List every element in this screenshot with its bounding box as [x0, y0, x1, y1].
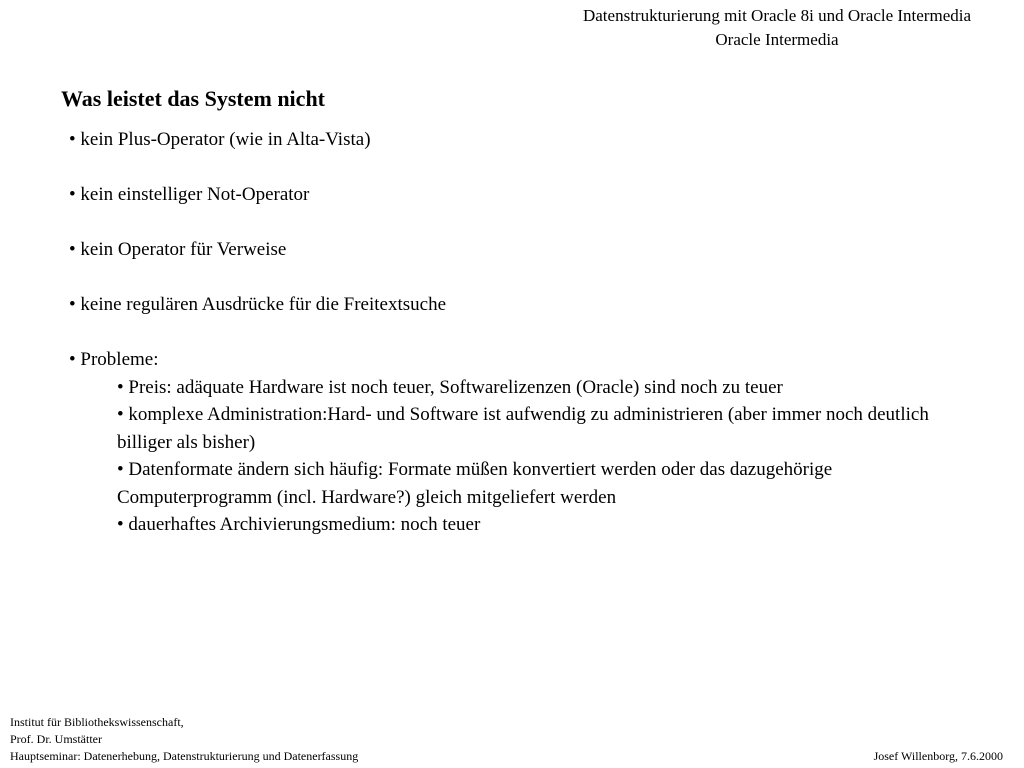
problems-heading: • Probleme:	[69, 349, 159, 370]
problem-item: • dauerhaftes Archivierungsmedium: noch teuer	[117, 514, 481, 535]
bullet-item-problems	[69, 346, 969, 539]
footer-institution	[10, 714, 358, 765]
problem-item: • Datenformate ändern sich häufig: Formate müßen konvertiert werden oder das dazugehörige Computerprogramm (incl. Hardware?) gleich mitgeliefert werden	[117, 459, 833, 508]
footer-institute: Institut für Bibliothekswissenschaft,	[10, 715, 184, 729]
bullet-item: • kein Operator für Verweise	[69, 239, 287, 260]
bullet-item: • kein einstelliger Not-Operator	[69, 184, 310, 205]
slide-header	[540, 4, 1014, 52]
problems-sublist	[69, 374, 969, 539]
bullet-list	[69, 126, 969, 539]
header-topic: Oracle Intermedia	[715, 30, 839, 49]
problem-item: • Preis: adäquate Hardware ist noch teuer, Softwarelizenzen (Oracle) sind noch zu teuer	[117, 376, 783, 398]
bullet-item: • kein Plus-Operator (wie in Alta-Vista)	[69, 129, 371, 150]
footer-professor: Prof. Dr. Umstätter	[10, 732, 102, 746]
header-course-title: Datenstrukturierung mit Oracle 8i und Oracle Intermedia	[582, 6, 972, 25]
slide-title: Was leistet das System nicht	[61, 86, 325, 111]
footer-author-date: Josef Willenborg, 7.6.2000	[873, 749, 1003, 763]
footer-seminar: Hauptseminar: Datenerhebung, Datenstrukturierung und Datenerfassung	[10, 749, 359, 763]
problem-item: • komplexe Administration:Hard- und Software ist aufwendig zu administrieren (aber immer noch deutlich billiger als bisher)	[117, 404, 929, 453]
bullet-item: • keine regulären Ausdrücke für die Freitextsuche	[69, 294, 447, 315]
